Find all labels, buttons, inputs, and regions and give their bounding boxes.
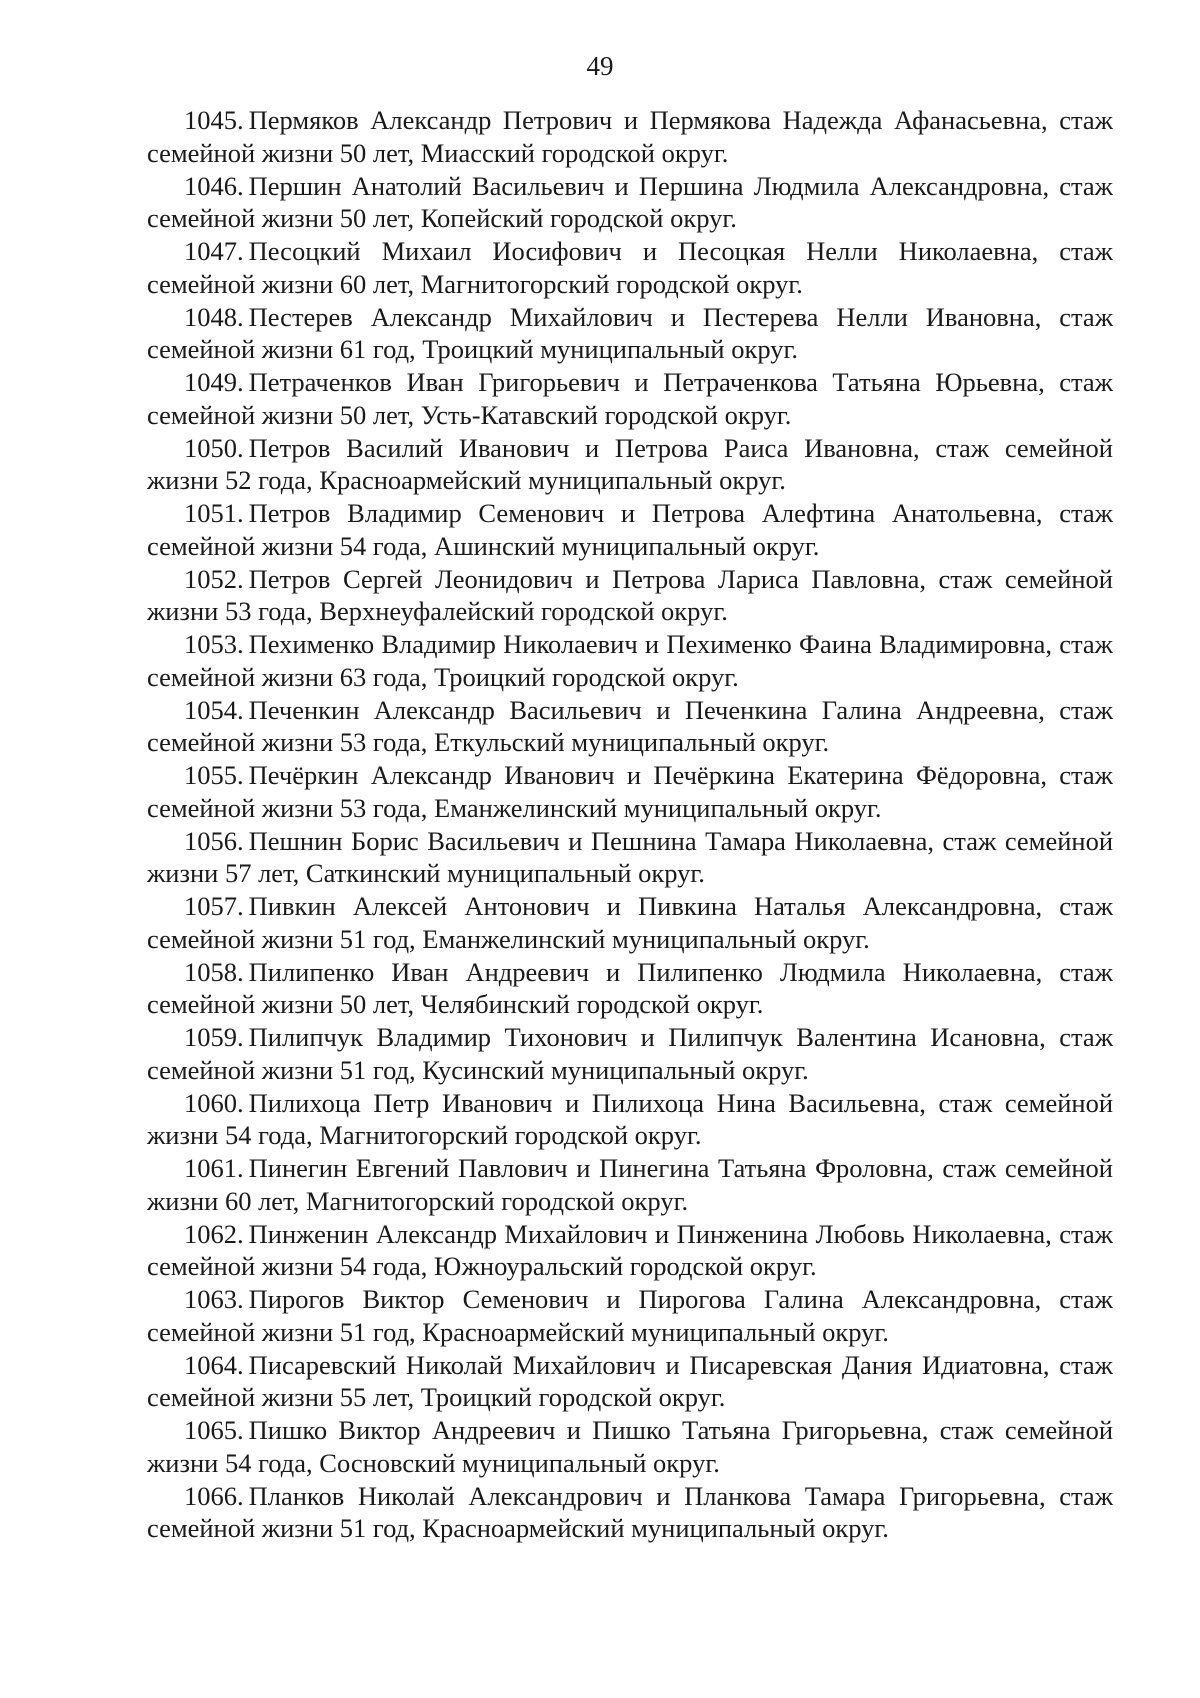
entry-number: 1048. bbox=[184, 301, 244, 332]
list-item bbox=[147, 1087, 1113, 1152]
list-item bbox=[147, 1480, 1113, 1545]
entry-text: Пешнин Борис Васильевич и Пешнина Тамара Николаевна, стаж семейной жизни 57 лет, Саткинский муниципальный округ. bbox=[147, 825, 1113, 888]
list-item bbox=[147, 825, 1113, 890]
entry-number: 1059. bbox=[184, 1022, 244, 1052]
entry-text: Пилипчук Владимир Тихонович и Пилипчук Валентина Исановна, стаж семейной жизни 51 год, Кусинский муниципальный округ. bbox=[147, 1022, 1113, 1085]
entry-text: Петраченков Иван Григорьевич и Петраченкова Татьяна Юрьевна, стаж семейной жизни 50 лет, Усть-Катавский городской округ. bbox=[147, 367, 1113, 430]
entry-text: Петров Василий Иванович и Петрова Раиса Ивановна, стаж семейной жизни 52 года, Красноармейский муниципальный округ. bbox=[147, 432, 1113, 495]
entry-number: 1064. bbox=[184, 1349, 244, 1380]
entry-number: 1051. bbox=[184, 498, 244, 528]
entry-text: Печёркин Александр Иванович и Печёркина Екатерина Фёдоровна, стаж семейной жизни 53 года, Еманжелинский муниципальный округ. bbox=[147, 760, 1113, 823]
entry-text: Петров Владимир Семенович и Петрова Алефтина Анатольевна, стаж семейной жизни 54 года, Ашинский муниципальный округ. bbox=[147, 498, 1113, 561]
entry-number: 1060. bbox=[184, 1087, 244, 1118]
list-item bbox=[147, 563, 1113, 628]
entry-text: Пинженин Александр Михайлович и Пинженина Любовь Николаевна, стаж семейной жизни 54 года, Южноуральский городской округ. bbox=[147, 1218, 1113, 1281]
list-item bbox=[147, 1021, 1113, 1086]
entry-text: Пилипенко Иван Андреевич и Пилипенко Людмила Николаевна, стаж семейной жизни 50 лет, Челябинский городской округ. bbox=[147, 956, 1113, 1019]
entry-number: 1062. bbox=[184, 1218, 244, 1249]
entry-number: 1045. bbox=[184, 105, 244, 135]
entry-text: Пермяков Александр Петрович и Пермякова Надежда Афанасьевна, стаж семейной жизни 50 лет, Миасский городской округ. bbox=[147, 105, 1113, 168]
list-item bbox=[147, 1152, 1113, 1217]
entry-text: Пестерев Александр Михайлович и Пестерева Нелли Ивановна, стаж семейной жизни 61 год, Троицкий муниципальный округ. bbox=[147, 301, 1113, 364]
page-number: 49 bbox=[586, 51, 614, 81]
list-item bbox=[147, 170, 1113, 235]
entry-text: Печенкин Александр Васильевич и Печенкина Галина Андреевна, стаж семейной жизни 53 года, Еткульский муниципальный округ. bbox=[147, 694, 1113, 757]
entry-number: 1053. bbox=[184, 629, 244, 659]
entry-number: 1050. bbox=[184, 432, 244, 463]
entry-number: 1056. bbox=[184, 825, 244, 856]
entry-number: 1066. bbox=[184, 1480, 244, 1511]
entry-text: Песоцкий Михаил Иосифович и Песоцкая Нелли Николаевна, стаж семейной жизни 60 лет, Магнитогорский городской округ. bbox=[147, 236, 1113, 299]
list-item bbox=[147, 301, 1113, 366]
entry-number: 1065. bbox=[184, 1415, 244, 1445]
entry-text: Пехименко Владимир Николаевич и Пехименко Фаина Владимировна, стаж семейной жизни 63 года, Троицкий городской округ. bbox=[147, 629, 1113, 692]
entry-number: 1058. bbox=[184, 956, 244, 987]
entry-number: 1057. bbox=[184, 891, 244, 921]
entry-text: Петров Сергей Леонидович и Петрова Лариса Павловна, стаж семейной жизни 53 года, Верхнеуфалейский городской округ. bbox=[147, 563, 1113, 626]
list-item bbox=[147, 432, 1113, 497]
entry-text: Писаревский Николай Михайлович и Писаревская Дания Идиатовна, стаж семейной жизни 55 лет, Троицкий городской округ. bbox=[147, 1349, 1113, 1412]
list-item bbox=[147, 497, 1113, 562]
entry-text: Планков Николай Александрович и Планкова Тамара Григорьевна, стаж семейной жизни 51 год, Красноармейский муниципальный округ. bbox=[147, 1480, 1113, 1543]
list-item bbox=[147, 1218, 1113, 1283]
list-item bbox=[147, 1349, 1113, 1414]
entry-text: Пирогов Виктор Семенович и Пирогова Галина Александровна, стаж семейной жизни 51 год, Красноармейский муниципальный округ. bbox=[147, 1284, 1113, 1347]
entry-number: 1047. bbox=[184, 236, 244, 266]
list-item bbox=[147, 104, 1113, 169]
entry-number: 1061. bbox=[184, 1153, 244, 1183]
entry-text: Пинегин Евгений Павлович и Пинегина Татьяна Фроловна, стаж семейной жизни 60 лет, Магнитогорский городской округ. bbox=[147, 1153, 1113, 1216]
entries-list bbox=[147, 104, 1113, 1545]
list-item bbox=[147, 235, 1113, 300]
list-item bbox=[147, 759, 1113, 824]
list-item bbox=[147, 1283, 1113, 1348]
entry-number: 1052. bbox=[184, 563, 244, 594]
list-item bbox=[147, 890, 1113, 955]
entry-number: 1063. bbox=[184, 1284, 244, 1314]
list-item bbox=[147, 1414, 1113, 1479]
list-item bbox=[147, 628, 1113, 693]
entry-number: 1055. bbox=[184, 760, 244, 790]
entry-text: Першин Анатолий Васильевич и Першина Людмила Александровна, стаж семейной жизни 50 лет, Копейский городской округ. bbox=[147, 170, 1113, 233]
entry-text: Пилихоца Петр Иванович и Пилихоца Нина Васильевна, стаж семейной жизни 54 года, Магнитогорский городской округ. bbox=[147, 1087, 1113, 1150]
entry-number: 1054. bbox=[184, 694, 244, 725]
entry-number: 1049. bbox=[184, 367, 244, 397]
entry-text: Пишко Виктор Андреевич и Пишко Татьяна Григорьевна, стаж семейной жизни 54 года, Сосновский муниципальный округ. bbox=[147, 1415, 1113, 1478]
entry-text: Пивкин Алексей Антонович и Пивкина Наталья Александровна, стаж семейной жизни 51 год, Еманжелинский муниципальный округ. bbox=[147, 891, 1113, 954]
list-item bbox=[147, 694, 1113, 759]
list-item bbox=[147, 956, 1113, 1021]
entry-number: 1046. bbox=[184, 170, 244, 201]
list-item bbox=[147, 366, 1113, 431]
